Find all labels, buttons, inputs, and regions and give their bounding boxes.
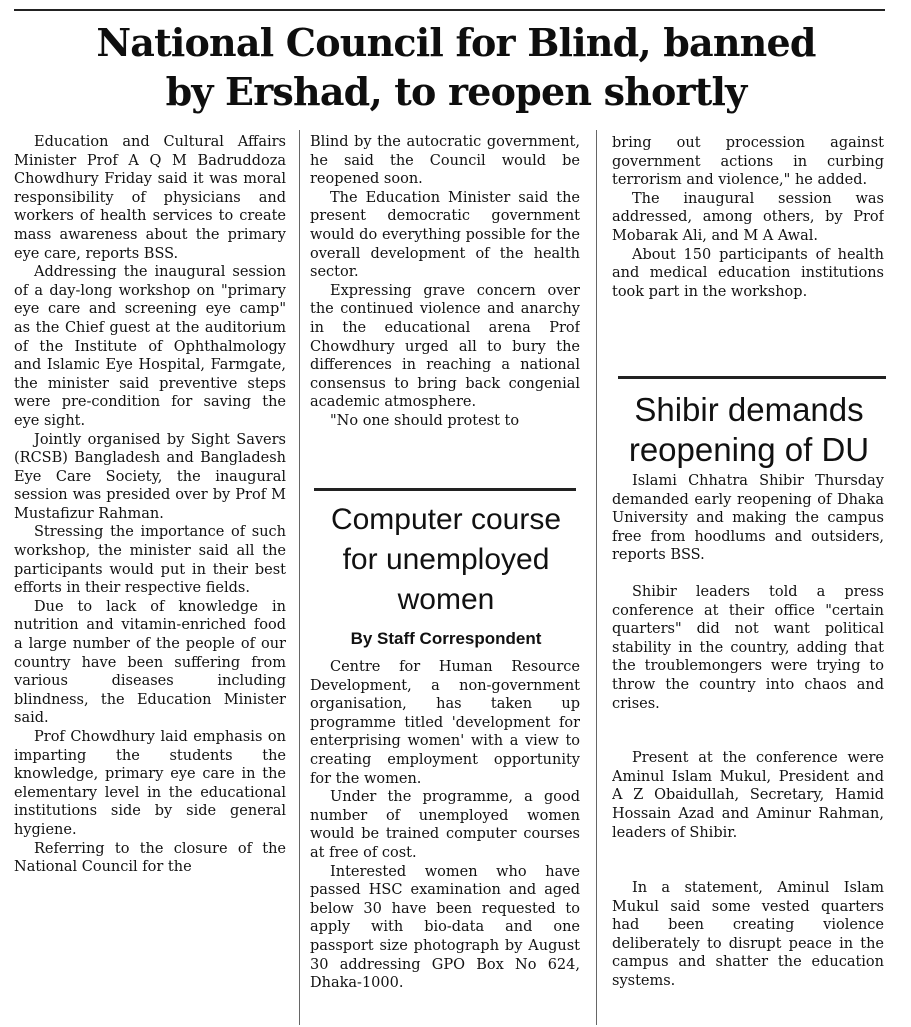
paragraph: About 150 participants of health and medical education institutions took part in the workshop. bbox=[612, 246, 884, 300]
paragraph: Centre for Human Resource Development, a non-government organisation, has taken up programme titled 'development for enterprising women' with a view to creating employment opportunity for the women. bbox=[310, 659, 580, 787]
paragraph: bring out procession against government actions in curbing terrorism and violence," he added. bbox=[612, 135, 884, 189]
shibir-body bbox=[612, 472, 884, 1027]
paragraph: Addressing the inaugural session of a day-long workshop on "primary eye care and screening eye camp" as the Chief guest at the auditorium of the Institute of Ophthalmology and Islamic Eye Hospital, Farmgate, the minister said preventive steps were pre-condition for saving the eye sight. bbox=[14, 264, 286, 429]
headline-line: reopening of DU bbox=[628, 431, 870, 468]
paragraph: The Education Minister said the present democratic government would do everything possible for the overall development of the health sector. bbox=[310, 189, 580, 281]
computer-course-headline bbox=[310, 500, 582, 620]
paragraph: Interested women who have passed HSC examination and aged below 30 have been requested to apply with bio-data and one passport size photograph by August 30 addressing GPO Box No 624, Dhaka-1000. bbox=[310, 863, 580, 992]
paragraph: The inaugural session was addressed, among others, by Prof Mobarak Ali, and M A Awal. bbox=[612, 190, 884, 244]
byline: By Staff Correspondent bbox=[350, 629, 542, 648]
paragraph: Education and Cultural Affairs Minister Prof A Q M Badruddoza Chowdhury Friday said it was moral responsibility of physicians and workers of health services to create mass awareness about the primary eye care, reports BSS. bbox=[14, 134, 286, 262]
column-divider bbox=[596, 130, 597, 1025]
shibir-headline bbox=[608, 390, 890, 470]
section-rule bbox=[314, 488, 576, 491]
paragraph: In a statement, Aminul Islam Mukul said some vested quarters had been creating violence deliberately to disrupt peace in the campus and shatter the education systems. bbox=[612, 880, 884, 990]
main-headline-line1: National Council for Blind, banned bbox=[96, 20, 816, 65]
paragraph: Shibir leaders told a press conference at their office "certain quarters" did not want political stability in the country, adding that the troublemongers were trying to throw the country into chaos and crises. bbox=[612, 583, 884, 712]
main-headline bbox=[16, 18, 896, 116]
headline-line: Shibir demands bbox=[634, 391, 864, 428]
paragraph: Blind by the autocratic government, he said the Council would be reopened soon. bbox=[310, 134, 580, 188]
top-rule bbox=[14, 9, 885, 11]
main-story-column-1 bbox=[14, 133, 286, 1025]
computer-course-body bbox=[310, 658, 580, 1024]
column-divider bbox=[299, 130, 300, 1025]
headline-line: for unemployed bbox=[342, 543, 550, 576]
paragraph: Referring to the closure of the National Council for the bbox=[14, 840, 286, 876]
main-headline-line2: by Ershad, to reopen shortly bbox=[165, 69, 747, 114]
section-rule bbox=[618, 376, 886, 379]
paragraph: "No one should protest to bbox=[330, 412, 520, 429]
paragraph: Jointly organised by Sight Savers (RCSB) Bangladesh and Bangladesh Eye Care Society, the inaugural session was presided over by Prof M Mustafizur Rahman. bbox=[14, 431, 286, 522]
paragraph: Stressing the importance of such workshop, the minister said all the participants would put in their best efforts in their respective fields. bbox=[14, 524, 286, 597]
paragraph: Islami Chhatra Shibir Thursday demanded early reopening of Dhaka University and making the campus free from hoodlums and outsiders, reports BSS. bbox=[612, 473, 884, 564]
paragraph: Present at the conference were Aminul Islam Mukul, President and A Z Obaidullah, Secretary, Hamid Hossain Azad and Aminur Rahman, leaders of Shibir. bbox=[612, 750, 884, 841]
paragraph: Prof Chowdhury laid emphasis on imparting the students the knowledge, primary eye care in the elementary level in the educational institutions side by side general hygiene. bbox=[14, 729, 286, 838]
paragraph: Expressing grave concern over the continued violence and anarchy in the educational arena Prof Chowdhury urged all to bury the differences in reaching a national consensus to bring back congenial academic atmosphere. bbox=[310, 282, 580, 411]
main-story-column-2 bbox=[310, 133, 580, 483]
paragraph: Under the programme, a good number of unemployed women would be trained computer courses at free of cost. bbox=[310, 789, 580, 861]
headline-line: women bbox=[397, 583, 495, 616]
headline-line: Computer course bbox=[330, 503, 562, 536]
paragraph: Due to lack of knowledge in nutrition and vitamin-enriched food a large number of the people of our country have been suffering from various diseases including blindness, the Education Minister said. bbox=[14, 598, 286, 727]
main-story-column-3 bbox=[612, 134, 884, 370]
